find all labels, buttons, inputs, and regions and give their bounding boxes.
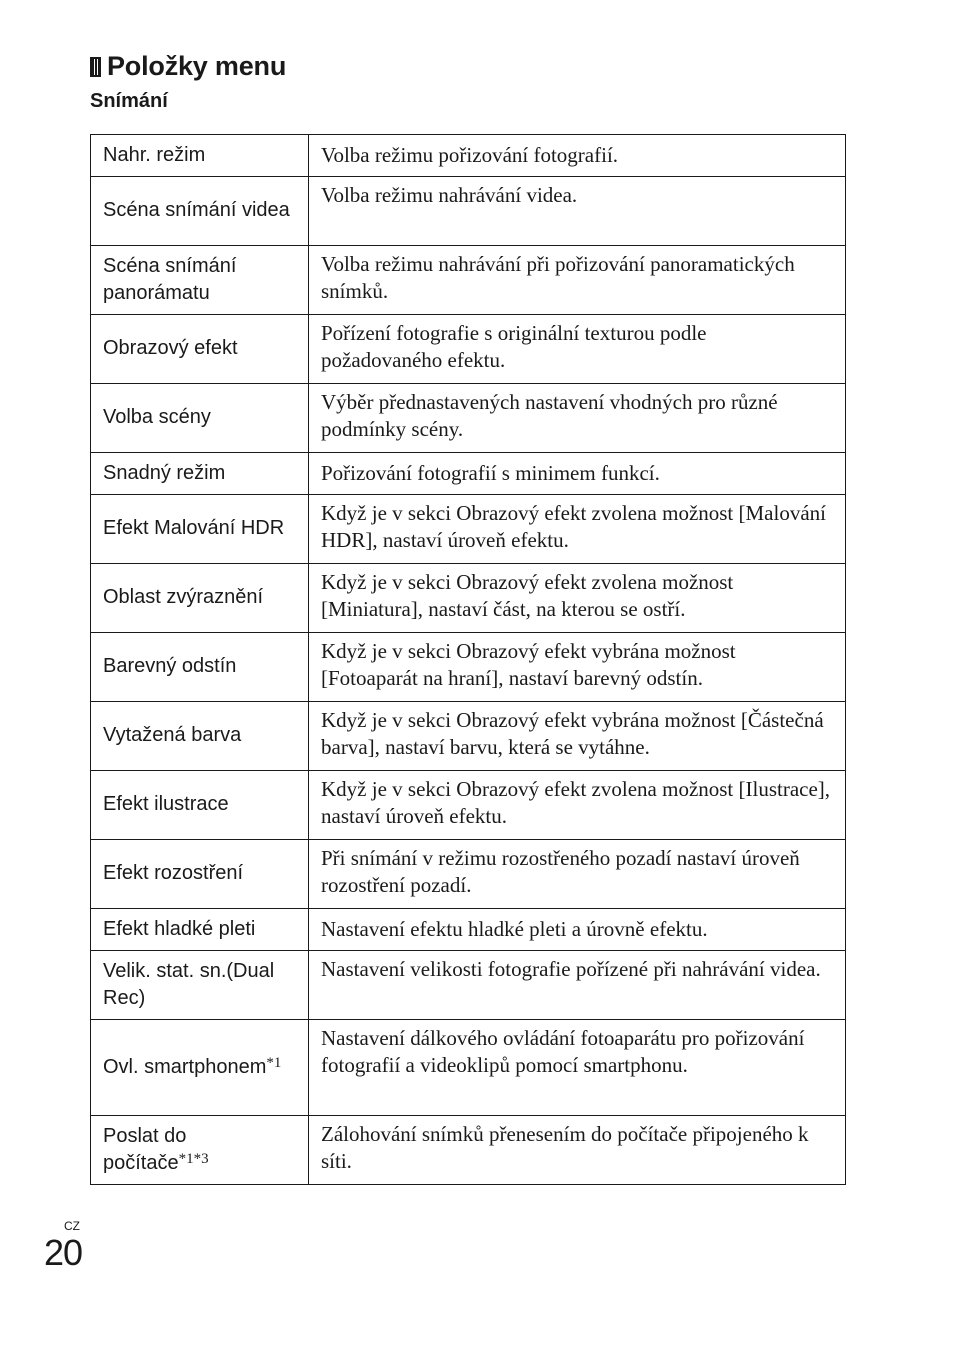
table-row [91, 771, 846, 840]
footnote-marker: *1 [266, 1054, 282, 1071]
section-title: Položky menu [107, 50, 287, 81]
table-row [91, 1116, 846, 1185]
menu-item-description: Volba režimu nahrávání při pořizování panoramatických snímků. [309, 246, 846, 315]
menu-item-name: Vytažená barva [91, 702, 309, 771]
table-row [91, 702, 846, 771]
section-subtitle: Snímání [90, 90, 168, 112]
menu-item-name [91, 1116, 309, 1185]
menu-items-table [90, 134, 846, 1185]
menu-item-description: Když je v sekci Obrazový efekt zvolena možnost [Malování HDR], nastaví úroveň efektu. [309, 495, 846, 564]
menu-item-name-text: Ovl. smartphonem [103, 1055, 267, 1078]
menu-item-description: Volba režimu nahrávání videa. [309, 177, 846, 246]
menu-item-name [91, 1020, 309, 1116]
menu-item-description: Když je v sekci Obrazový efekt vybrána možnost [Částečná barva], nastaví barvu, která se vytáhne. [309, 702, 846, 771]
footnote-marker: *1*3 [178, 1150, 209, 1167]
section-marker-icon [90, 57, 101, 77]
menu-item-description: Pořizování fotografií s minimem funkcí. [309, 453, 846, 495]
menu-item-description: Když je v sekci Obrazový efekt zvolena možnost [Ilustrace], nastaví úroveň efektu. [309, 771, 846, 840]
menu-item-name: Nahr. režim [91, 135, 309, 177]
table-row [91, 840, 846, 909]
menu-item-name: Efekt ilustrace [91, 771, 309, 840]
section-heading [90, 46, 286, 86]
menu-item-name: Efekt rozostření [91, 840, 309, 909]
table-row [91, 495, 846, 564]
table-row [91, 135, 846, 177]
table-row [91, 177, 846, 246]
menu-item-description: Nastavení velikosti fotografie pořízené při nahrávání videa. [309, 951, 846, 1020]
menu-item-description: Nastavení efektu hladké pleti a úrovně efektu. [309, 909, 846, 951]
menu-item-name: Efekt Malování HDR [91, 495, 309, 564]
menu-item-name: Oblast zvýraznění [91, 564, 309, 633]
table-row [91, 1020, 846, 1116]
menu-item-name: Obrazový efekt [91, 315, 309, 384]
menu-item-name: Velik. stat. sn.(Dual Rec) [91, 951, 309, 1020]
menu-item-description: Výběr přednastavených nastavení vhodných pro různé podmínky scény. [309, 384, 846, 453]
table-row [91, 951, 846, 1020]
page-number: 20 [44, 1232, 83, 1273]
table-row [91, 246, 846, 315]
menu-item-name-text: Poslat do počítače [103, 1124, 187, 1174]
table-row [91, 564, 846, 633]
menu-item-description: Zálohování snímků přenesením do počítače připojeného k síti. [309, 1116, 846, 1185]
table-row [91, 909, 846, 951]
menu-item-name: Volba scény [91, 384, 309, 453]
menu-item-description: Nastavení dálkového ovládání fotoaparátu pro pořizování fotografií a videoklipů pomocí smartphonu. [309, 1020, 846, 1116]
table-row [91, 384, 846, 453]
menu-item-description: Volba režimu pořizování fotografií. [309, 135, 846, 177]
table-row [91, 453, 846, 495]
menu-item-description: Pořízení fotografie s originální texturou podle požadovaného efektu. [309, 315, 846, 384]
table-row [91, 633, 846, 702]
menu-item-description: Když je v sekci Obrazový efekt vybrána možnost [Fotoaparát na hraní], nastaví barevný odstín. [309, 633, 846, 702]
menu-item-name: Snadný režim [91, 453, 309, 495]
menu-item-name: Efekt hladké pleti [91, 909, 309, 951]
menu-item-description: Když je v sekci Obrazový efekt zvolena možnost [Miniatura], nastaví část, na kterou se ostří. [309, 564, 846, 633]
menu-item-name: Scéna snímání panorámatu [91, 246, 309, 315]
menu-item-name: Scéna snímání videa [91, 177, 309, 246]
page-language-code: CZ [64, 1219, 80, 1233]
menu-item-description: Při snímání v režimu rozostřeného pozadí nastaví úroveň rozostření pozadí. [309, 840, 846, 909]
table-row [91, 315, 846, 384]
menu-item-name: Barevný odstín [91, 633, 309, 702]
